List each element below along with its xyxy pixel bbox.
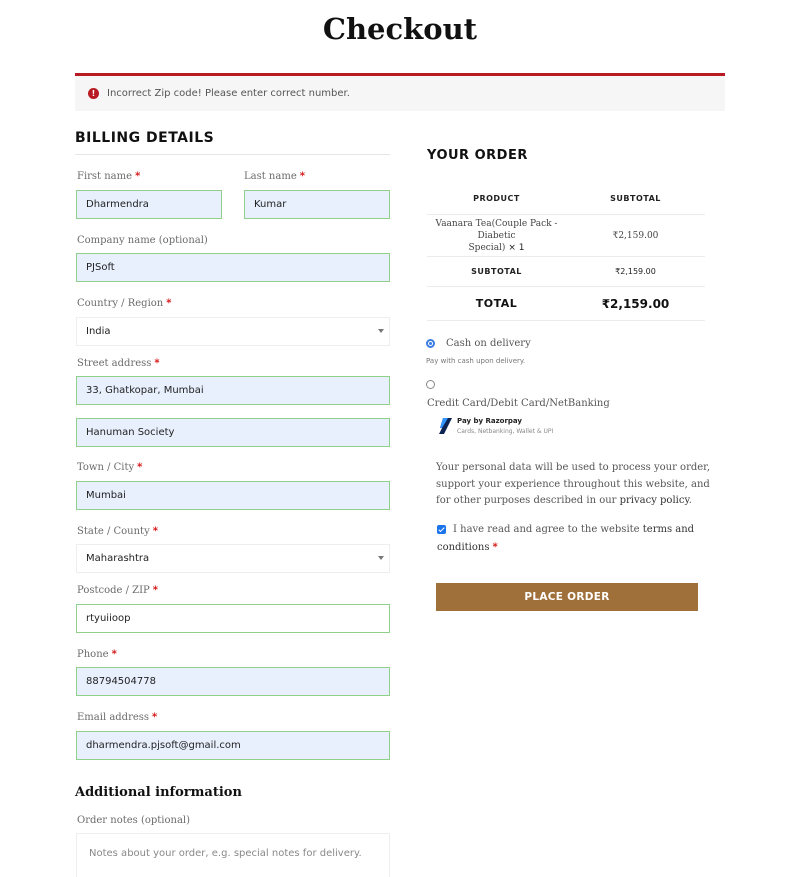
email-label: Email address * <box>77 712 158 723</box>
country-label: Country / Region * <box>77 298 172 309</box>
city-input[interactable]: Mumbai <box>76 481 390 510</box>
state-select-value: Maharashtra <box>86 553 150 564</box>
page-title: Checkout <box>322 12 478 46</box>
cod-description: Pay with cash upon delivery. <box>426 357 526 365</box>
company-name-input[interactable]: PJSoft <box>76 253 390 282</box>
order-notes-textarea[interactable]: Notes about your order, e.g. special notes for delivery. <box>76 833 390 877</box>
state-label: State / County * <box>77 526 158 537</box>
terms-link[interactable]: terms and conditions <box>437 524 695 553</box>
postcode-input[interactable]: rtyuiioop <box>76 604 390 633</box>
order-item-price: ₹2,159.00 <box>612 230 659 241</box>
terms-label: I have read and agree to the website terms and conditions * <box>437 524 695 553</box>
phone-input[interactable]: 88794504778 <box>76 667 390 696</box>
order-item-qty: × 1 <box>508 242 525 253</box>
billing-details-heading: BILLING DETAILS <box>75 130 215 146</box>
razorpay-title: Pay by Razorpay <box>457 417 522 425</box>
state-select[interactable] <box>76 544 390 573</box>
order-summary-table <box>427 183 705 321</box>
privacy-notice: Your personal data will be used to process your order, support your experience throughout this website, and for other purposes described in our privacy policy. <box>436 462 711 506</box>
razorpay-logo-icon <box>438 418 452 434</box>
table-row <box>427 215 705 257</box>
caret-down-icon <box>378 556 384 560</box>
card-radio[interactable] <box>426 380 435 389</box>
last-name-input[interactable]: Kumar <box>244 190 390 219</box>
street-address-line2-input[interactable]: Hanuman Society <box>76 418 390 447</box>
column-header-product: PRODUCT <box>473 194 520 203</box>
error-notice <box>75 73 725 111</box>
subtotal-value: ₹2,159.00 <box>615 267 656 276</box>
last-name-label: Last name * <box>244 171 305 182</box>
exclamation-circle-icon: ! <box>88 88 99 99</box>
order-item-name: Vaanara Tea(Couple Pack - Diabetic Special) × 1 <box>435 218 558 253</box>
country-select-value: India <box>86 326 111 337</box>
subtotal-label: SUBTOTAL <box>471 267 522 276</box>
street-address-label: Street address * <box>77 358 160 369</box>
cod-radio[interactable] <box>426 339 435 348</box>
place-order-button[interactable]: PLACE ORDER <box>436 583 698 611</box>
total-value: ₹2,159.00 <box>601 296 670 311</box>
postcode-label: Postcode / ZIP * <box>77 585 159 596</box>
email-input[interactable]: dharmendra.pjsoft@gmail.com <box>76 731 390 760</box>
column-header-subtotal: SUBTOTAL <box>610 194 661 203</box>
additional-information-heading: Additional information <box>75 785 242 800</box>
first-name-label: First name * <box>77 171 141 182</box>
cod-label[interactable]: Cash on delivery <box>446 338 531 349</box>
country-select[interactable] <box>76 317 390 346</box>
privacy-policy-link[interactable]: privacy policy <box>619 495 689 506</box>
total-label: TOTAL <box>475 297 518 310</box>
company-name-label: Company name (optional) <box>77 235 208 246</box>
order-notes-label: Order notes (optional) <box>77 815 191 826</box>
city-label: Town / City * <box>77 462 143 473</box>
subtotal-row <box>427 257 705 287</box>
first-name-input[interactable]: Dharmendra <box>76 190 222 219</box>
caret-down-icon <box>378 329 384 333</box>
card-label[interactable]: Credit Card/Debit Card/NetBanking <box>427 398 610 409</box>
street-address-input[interactable]: 33, Ghatkopar, Mumbai <box>76 376 390 405</box>
your-order-heading: YOUR ORDER <box>427 148 528 163</box>
razorpay-subtitle: Cards, Netbanking, Wallet & UPI <box>457 428 554 435</box>
error-notice-text: Incorrect Zip code! Please enter correct number. <box>107 88 350 99</box>
total-row <box>427 287 705 321</box>
phone-label: Phone * <box>77 649 117 660</box>
divider <box>75 154 390 155</box>
table-header-row <box>427 183 705 215</box>
